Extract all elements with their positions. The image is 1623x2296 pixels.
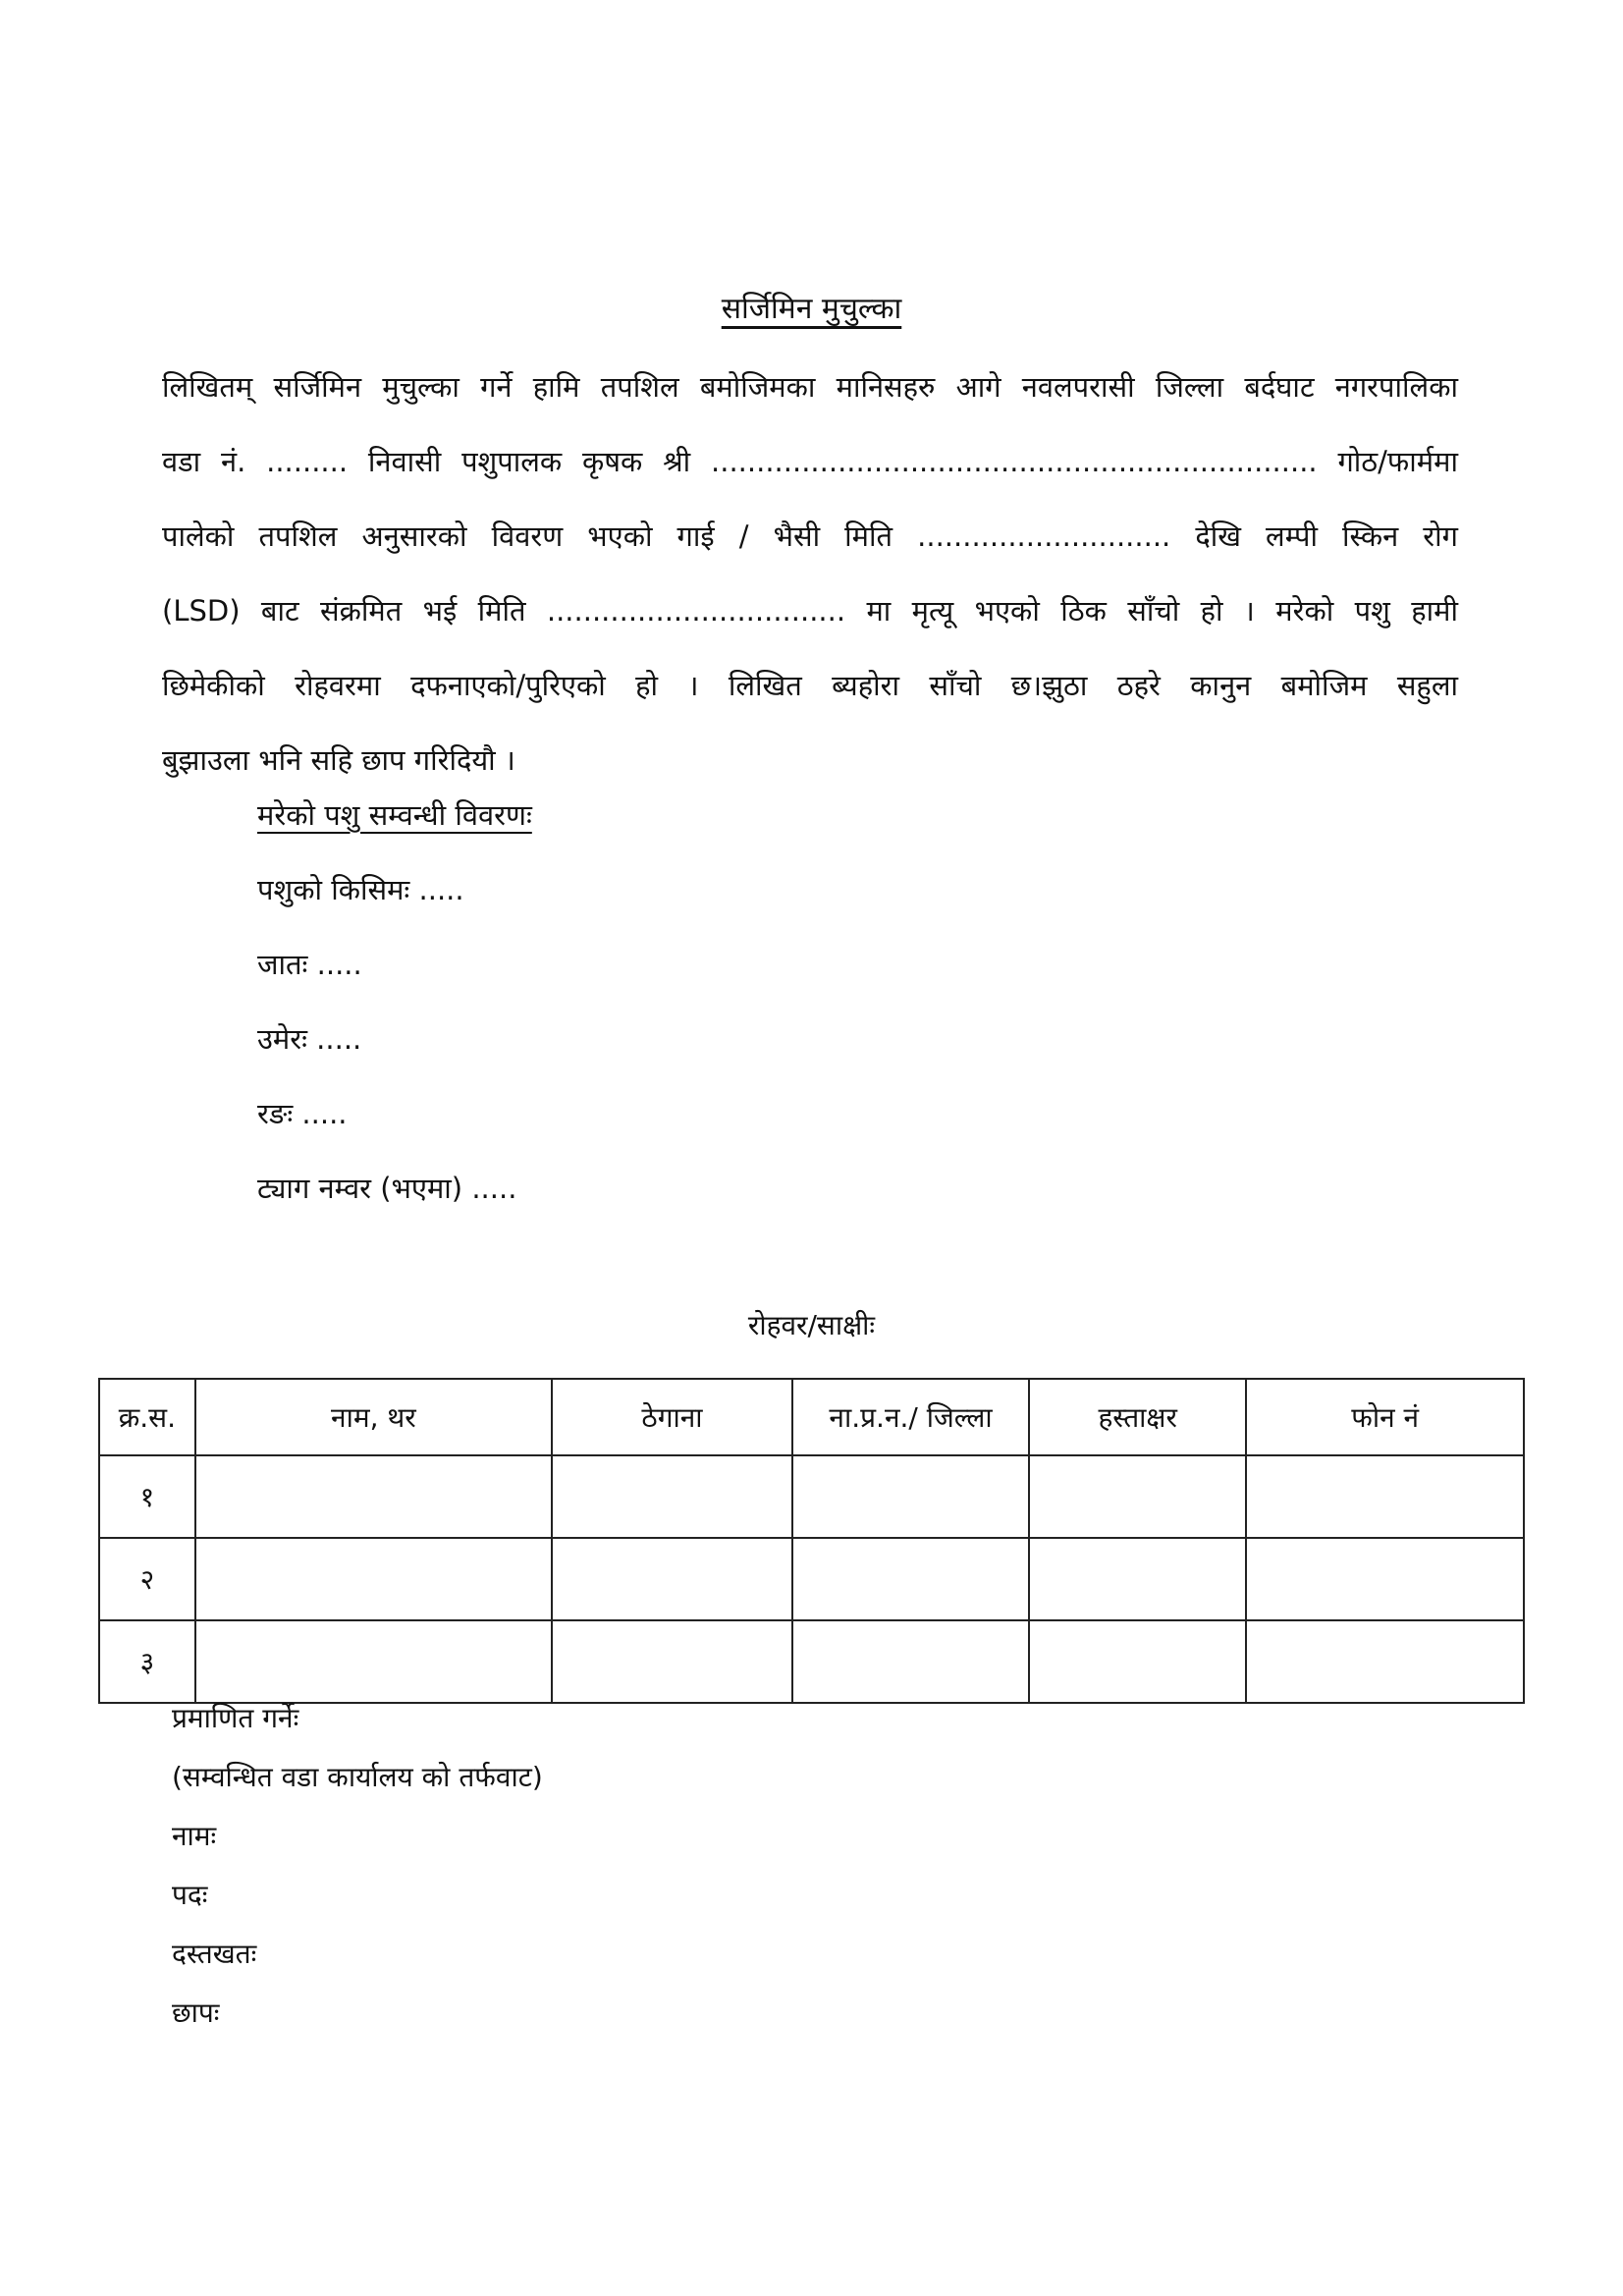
animal-type-field: पशुको किसिमः ..... — [257, 873, 464, 906]
signature-cell[interactable] — [1029, 1538, 1246, 1620]
address-cell[interactable] — [552, 1538, 792, 1620]
name-cell[interactable] — [195, 1620, 552, 1703]
certifier-name-field: नामः — [172, 1820, 217, 1852]
certifier-label: प्रमाणित गर्नेः — [172, 1702, 299, 1734]
column-header: क्र.स. — [99, 1379, 195, 1455]
name-cell[interactable] — [195, 1538, 552, 1620]
animal-age-field: उमेरः ..... — [257, 1022, 362, 1056]
paragraph-line: बुझाउला भनि सहि छाप गरिदियौ । — [162, 743, 515, 777]
citizenship-cell[interactable] — [792, 1455, 1029, 1538]
paragraph-line: छिमेकीको रोहवरमा दफनाएको/पुरिएको हो । लिखित ब्यहोरा साँचो छ।झुठा ठहरे कानुन बमोजिम सहुला — [162, 669, 1458, 702]
ward-office-note: (सम्वन्धित वडा कार्यालय को तर्फवाट) — [172, 1761, 543, 1793]
row-number: ३ — [99, 1620, 195, 1703]
signature-cell[interactable] — [1029, 1620, 1246, 1703]
paragraph-line: (LSD) बाट संक्रमित भई मिति ................................. मा मृत्यू भएको ठिक साँचो हो । मरेको पशु हामी — [162, 594, 1458, 628]
tag-number-field: ट्याग नम्वर (भएमा) ..... — [257, 1172, 517, 1205]
witness-title: रोहवर/साक्षीः — [747, 1309, 876, 1341]
paragraph-line: वडा नं. ......... निवासी पशुपालक कृषक श्री ................................................................... गोठ/फार्ममा — [162, 445, 1458, 478]
column-header: ना.प्र.न./ जिल्ला — [792, 1379, 1029, 1455]
phone-cell[interactable] — [1246, 1620, 1524, 1703]
table-row — [99, 1455, 1524, 1538]
certifier-post-field: पदः — [172, 1879, 208, 1911]
row-number: २ — [99, 1538, 195, 1620]
document-title — [0, 287, 1623, 327]
certification-block — [172, 1699, 543, 2052]
declaration-paragraph — [162, 350, 1458, 797]
paragraph-line: पालेको तपशिल अनुसारको विवरण भएको गाई / भैसी मिति ............................ देखि लम्पी स्किन रोग — [162, 519, 1458, 553]
witness-table — [98, 1378, 1525, 1704]
table-row — [99, 1538, 1524, 1620]
column-header: हस्ताक्षर — [1029, 1379, 1246, 1455]
paragraph-line: लिखितम् सर्जिमिन मुचुल्का गर्ने हामि तपशिल बमोजिमका मानिसहरु आगे नवलपरासी जिल्ला बर्दघाट नगरपालिका — [162, 370, 1458, 404]
row-number: १ — [99, 1455, 195, 1538]
column-header: फोन नं — [1246, 1379, 1524, 1455]
animal-details-heading: मरेको पशु सम्वन्धी विवरणः — [257, 798, 532, 832]
citizenship-cell[interactable] — [792, 1538, 1029, 1620]
address-cell[interactable] — [552, 1620, 792, 1703]
animal-details — [257, 795, 532, 1243]
document-title-text: सर्जिमिन मुचुल्का — [721, 292, 902, 326]
column-header: नाम, थर — [195, 1379, 552, 1455]
certifier-signature-field: दस्तखतः — [172, 1938, 257, 1970]
animal-breed-field: जातः ..... — [257, 948, 362, 981]
phone-cell[interactable] — [1246, 1455, 1524, 1538]
signature-cell[interactable] — [1029, 1455, 1246, 1538]
office-stamp-field: छापः — [172, 1996, 220, 2029]
table-row — [99, 1620, 1524, 1703]
witness-table-header — [99, 1379, 1524, 1455]
animal-color-field: रङः ..... — [257, 1097, 348, 1130]
address-cell[interactable] — [552, 1455, 792, 1538]
phone-cell[interactable] — [1246, 1538, 1524, 1620]
citizenship-cell[interactable] — [792, 1620, 1029, 1703]
column-header: ठेगाना — [552, 1379, 792, 1455]
name-cell[interactable] — [195, 1455, 552, 1538]
